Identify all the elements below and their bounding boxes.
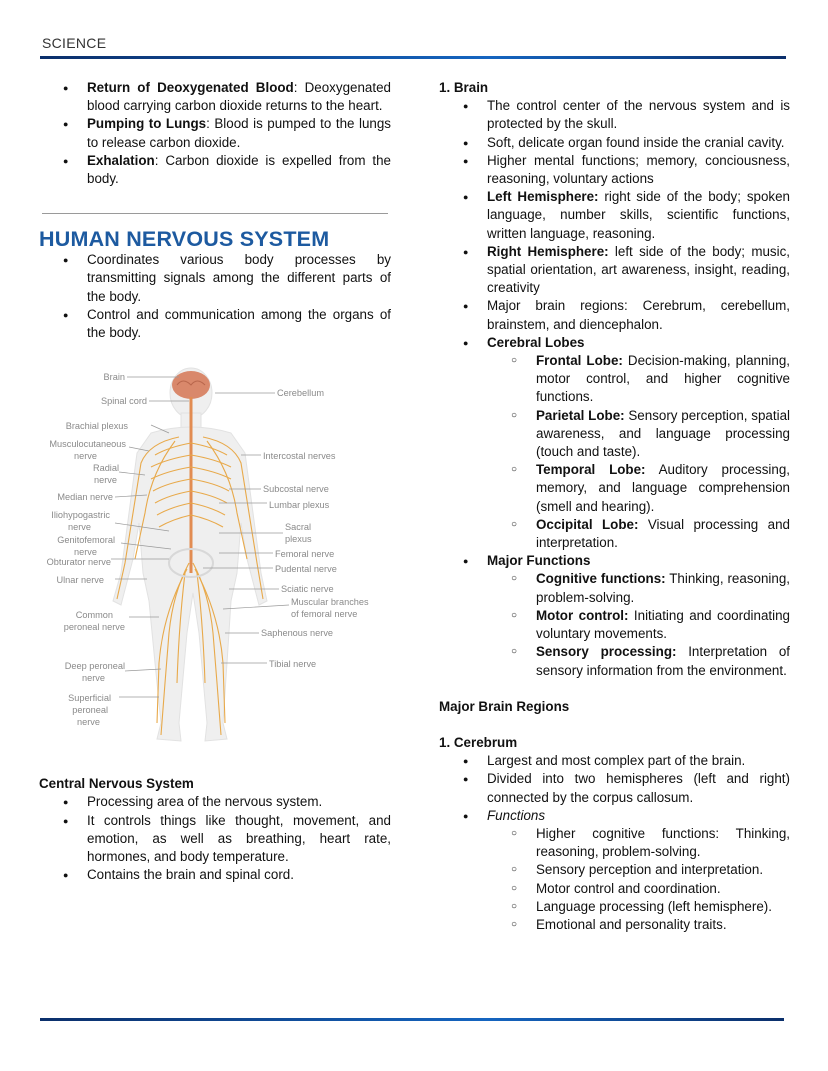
header-rule [40, 56, 786, 59]
list-item: ● Divided into two hemispheres (left and right) connected by the corpus callosum. [439, 770, 790, 806]
fig-label-cerebellum: Cerebellum [277, 388, 324, 399]
list-item: ○ Occipital Lobe: Visual processing and interpretation. [487, 516, 790, 552]
nervous-system-figure [39, 363, 391, 755]
list-item: ● Pumping to Lungs: Blood is pumped to the lungs to release carbon dioxide. [39, 115, 391, 151]
list-item: ○ Emotional and personality traits. [487, 916, 790, 934]
fig-label-saphenous: Saphenous nerve [261, 628, 334, 639]
fig-label-musculocutaneous-2: nerve [74, 451, 97, 462]
list-item: ● The control center of the nervous system and is protected by the skull. [439, 97, 790, 133]
footer-rule [40, 1018, 784, 1021]
brain-list [439, 97, 790, 680]
fig-label-muscular-2: of femoral nerve [291, 609, 358, 620]
list-item: ○ Frontal Lobe: Decision-making, planning, motor control, and higher cognitive functions. [487, 352, 790, 407]
list-item: ● Processing area of the nervous system. [39, 793, 391, 811]
fig-label-median-nerve: Median nerve [57, 492, 113, 503]
right-column [439, 79, 790, 934]
list-item: ● Exhalation: Carbon dioxide is expelled from the body. [39, 152, 391, 188]
list-item: ○ Cognitive functions: Thinking, reasoning, problem-solving. [487, 570, 790, 606]
fig-label-genitofemoral: Genitofemoral [57, 535, 115, 546]
fig-label-radial-2: nerve [94, 475, 117, 486]
fig-label-deep-peroneal-2: nerve [82, 673, 105, 684]
list-item: ● Soft, delicate organ found inside the cranial cavity. [439, 134, 790, 152]
fig-label-femoral: Femoral nerve [275, 549, 335, 560]
fig-label-superficial: Superficial [68, 693, 111, 704]
left-column [39, 79, 391, 884]
fig-label-common-2: peroneal nerve [63, 622, 125, 633]
fig-label-brachial-plexus: Brachial plexus [65, 421, 128, 432]
list-item: ● Major brain regions: Cerebrum, cerebellum, brainstem, and diencephalon. [439, 297, 790, 333]
fig-label-tibial: Tibial nerve [269, 659, 317, 670]
cerebrum-functions-list [439, 825, 790, 934]
fig-label-deep-peroneal: Deep peroneal [64, 661, 125, 672]
fig-label-pudental: Pudental nerve [275, 564, 337, 575]
section-divider [42, 213, 388, 214]
fig-label-superficial-3: nerve [77, 717, 100, 728]
fig-label-subcostal: Subcostal nerve [263, 484, 329, 495]
list-item [439, 807, 790, 934]
cns-list [39, 793, 391, 884]
circulation-list [39, 79, 391, 188]
header-label: SCIENCE [42, 35, 107, 51]
fig-label-muscular: Muscular branches [291, 597, 369, 608]
cerebrum-list [439, 752, 790, 934]
fig-label-iliohypogastric: Iliohypogastric [51, 510, 110, 521]
cns-heading: Central Nervous System [39, 776, 194, 792]
list-item: ○ Motor control: Initiating and coordinating voluntary movements. [487, 607, 790, 643]
fig-label-musculocutaneous: Musculocutaneous [49, 439, 126, 450]
fig-label-iliohypogastric-2: nerve [68, 522, 91, 533]
list-item: ● Left Hemisphere: right side of the body; spoken language, number skills, scientific functions, written language, reasoning. [439, 188, 790, 243]
functions-list [439, 570, 790, 679]
list-item: ○ Sensory perception and interpretation. [487, 861, 790, 879]
fig-label-sacral-2: plexus [285, 534, 312, 545]
regions-heading: Major Brain Regions [439, 698, 570, 714]
fig-label-sacral: Sacral [285, 522, 312, 533]
list-item: ○ Parietal Lobe: Sensory perception, spatial awareness, and language processing (touch and taste). [487, 407, 790, 462]
page-title: HUMAN NERVOUS SYSTEM [39, 227, 330, 252]
brain-heading: 1. Brain [439, 80, 489, 95]
list-item: ○ Motor control and coordination. [487, 880, 790, 898]
fig-label-obturator: Obturator nerve [46, 557, 111, 568]
list-item: ● Higher mental functions; memory, conciousness, reasoning, voluntary actions [439, 152, 790, 188]
fig-label-radial: Radial [92, 463, 119, 474]
list-item: ● Coordinates various body processes by transmitting signals among the different parts of the body. [39, 251, 391, 306]
list-item [439, 334, 790, 552]
list-item: ● Control and communication among the organs of the body. [39, 306, 391, 342]
functions-heading: Major Functions [487, 553, 591, 569]
fig-label-common: Common [75, 610, 113, 621]
functions-label: Functions [487, 807, 546, 823]
list-item: ○ Sensory processing: Interpretation of sensory information from the environment. [487, 643, 790, 679]
list-item: ● Right Hemisphere: left side of the body; music, spatial orientation, art awareness, insight, reading, creativity [439, 243, 790, 298]
nervous-system-illustration [39, 363, 391, 755]
lobes-heading: Cerebral Lobes [487, 334, 585, 350]
lobes-list [439, 352, 790, 552]
fig-label-spinal-cord: Spinal cord [101, 396, 147, 407]
cerebrum-heading: 1. Cerebrum [439, 734, 518, 750]
list-item: ○ Language processing (left hemisphere). [487, 898, 790, 916]
fig-label-sciatic: Sciatic nerve [281, 584, 334, 595]
fig-label-ulnar: Ulnar nerve [56, 575, 104, 586]
nervous-system-list [39, 251, 391, 342]
fig-label-genitofemoral-2: nerve [74, 547, 97, 558]
fig-label-intercostal: Intercostal nerves [263, 451, 336, 462]
list-item: ● It controls things like thought, movement, and emotion, as well as breathing, heart rate, hormones, and body temperature. [39, 812, 391, 867]
fig-label-superficial-2: peroneal [72, 705, 108, 716]
list-item: ● Return of Deoxygenated Blood: Deoxygenated blood carrying carbon dioxide returns to the heart. [39, 79, 391, 115]
list-item: ○ Higher cognitive functions: Thinking, reasoning, problem-solving. [487, 825, 790, 861]
list-item: ○ Temporal Lobe: Auditory processing, memory, and language comprehension (smell and hearing). [487, 461, 790, 516]
list-item: ● Largest and most complex part of the brain. [439, 752, 790, 770]
list-item [439, 552, 790, 679]
fig-label-lumbar-plexus: Lumbar plexus [269, 500, 330, 511]
fig-label-brain: Brain [103, 372, 125, 383]
list-item: ● Contains the brain and spinal cord. [39, 866, 391, 884]
